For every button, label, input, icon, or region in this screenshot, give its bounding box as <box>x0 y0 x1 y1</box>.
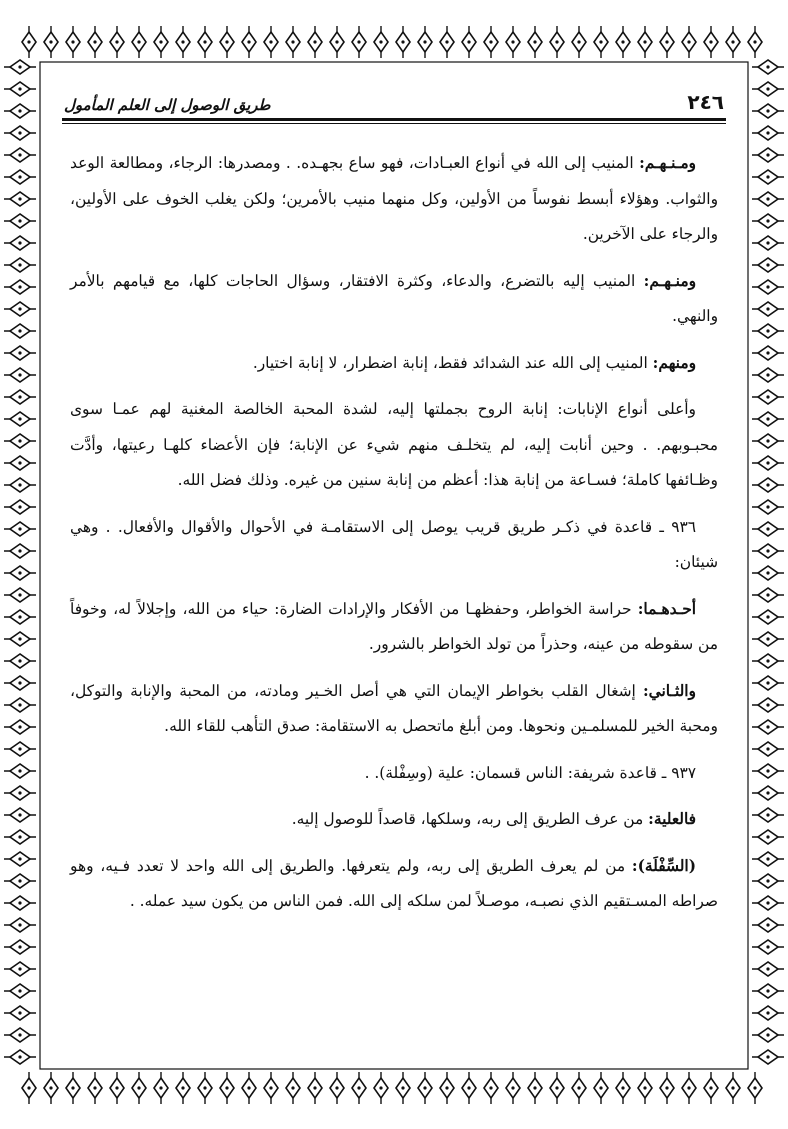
paragraph-lead: أحـدهـما: <box>637 599 696 618</box>
paragraph-lead: ومنهم: <box>652 353 696 372</box>
page-number: ٢٤٦ <box>687 90 724 114</box>
paragraph <box>70 592 718 663</box>
paragraph-lead: ومـنـهـم: <box>639 154 696 172</box>
paragraph-text: ٩٣٧ ـ قاعدة شريفة: الناس قسمان: علية (وسِفْلة). . <box>364 763 696 782</box>
running-header <box>64 88 724 114</box>
header-rule <box>62 118 726 121</box>
paragraph-text: إشغال القلب بخواطر الإيمان التي هي أصل الخـير ومادته، من المحبة والإنابة والتوكل، ومحبة الخير للمسلمـين ونحوها. ومن أبلغ ماتحصل به الاستقامة: صدق التأهب للقاء الله. <box>70 681 718 735</box>
paragraph-text: وأعلى أنواع الإنابات: إنابة الروح بجملتها إليه، لشدة المحبة الخالصة المغنية لهم عمـا سوى محبـوبهم. . وحين أنابت إليه، لم يتخلـف منهم شيء عن الإنابة؛ فإن الأعضاء كلهـا رعيتها، وأدَّت وظـائفها كاملة؛ فسـاعة من إنابة هذا: أعظم من إنابة سنين من غيره. وذلك فضل الله. <box>70 400 718 489</box>
running-title: طريق الوصول إلى العلم المأمول <box>64 96 271 114</box>
paragraph <box>70 392 718 499</box>
paragraph-text: حراسة الخواطر، وحفظهـا من الأفكار والإرادات الضارة: حياء من الله، وإجلالاً له، وخوفاً من سقوطه من عينه، وحذراً من تولد الخواطر بالشرور. <box>70 599 718 653</box>
paragraph <box>70 802 718 838</box>
paragraph-lead: ومنـهـم: <box>643 271 696 290</box>
paragraph-lead: (السِّفْلَة): <box>631 856 696 875</box>
paragraph-lead: فالعلية: <box>648 810 696 828</box>
paragraph <box>70 264 718 335</box>
paragraph-text: المنيب إلى الله عند الشدائد فقط، إنابة اضطرار، لا إنابة اختيار. <box>252 353 653 372</box>
paragraph-lead: والثـاني: <box>642 681 696 700</box>
paragraph-text: ٩٣٦ ـ قاعدة في ذكـر طريق قريب يوصل إلى الاستقامـة في الأحوال والأقوال والأفعال. . وهي شيئان: <box>70 517 718 571</box>
paragraph <box>70 146 718 253</box>
paragraph-text: المنيب إليه بالتضرع، والدعاء، وكثرة الافتقار، وسؤال الحاجات كلها، مع قيامهم بالأمر والنهي. <box>70 271 718 325</box>
header-rule-thin <box>62 123 726 124</box>
paragraph <box>70 849 718 920</box>
paragraph <box>70 756 718 792</box>
paragraph <box>70 346 718 382</box>
paragraph-text: المنيب إلى الله في أنواع العبـادات، فهو ساع بجهـده. . ومصدرها: الرجاء، ومطالعة الوعد والثواب. وهؤلاء أبسط نفوساً من الأولين، وكل منهما منيب بالأمرين؛ ولكن يغلب الخوف على الأولين، والرجاء على الآخرين. <box>70 154 718 243</box>
paragraph <box>70 510 718 581</box>
paragraph-text: من لم يعرف الطريق إلى ربه، ولم يتعرفها. والطريق إلى الله واحد لا تعدد فـيه، وهو صراطه المسـتقيم الذي نصبـه، موصـلاً لمن سلكه إلى الله. فمن الناس من يكون سيد عمله. . <box>70 856 718 910</box>
paragraph-text: من عرف الطريق إلى ربه، وسلكها، قاصداً للوصول إليه. <box>291 810 649 828</box>
body-text <box>70 146 718 931</box>
paragraph <box>70 674 718 745</box>
